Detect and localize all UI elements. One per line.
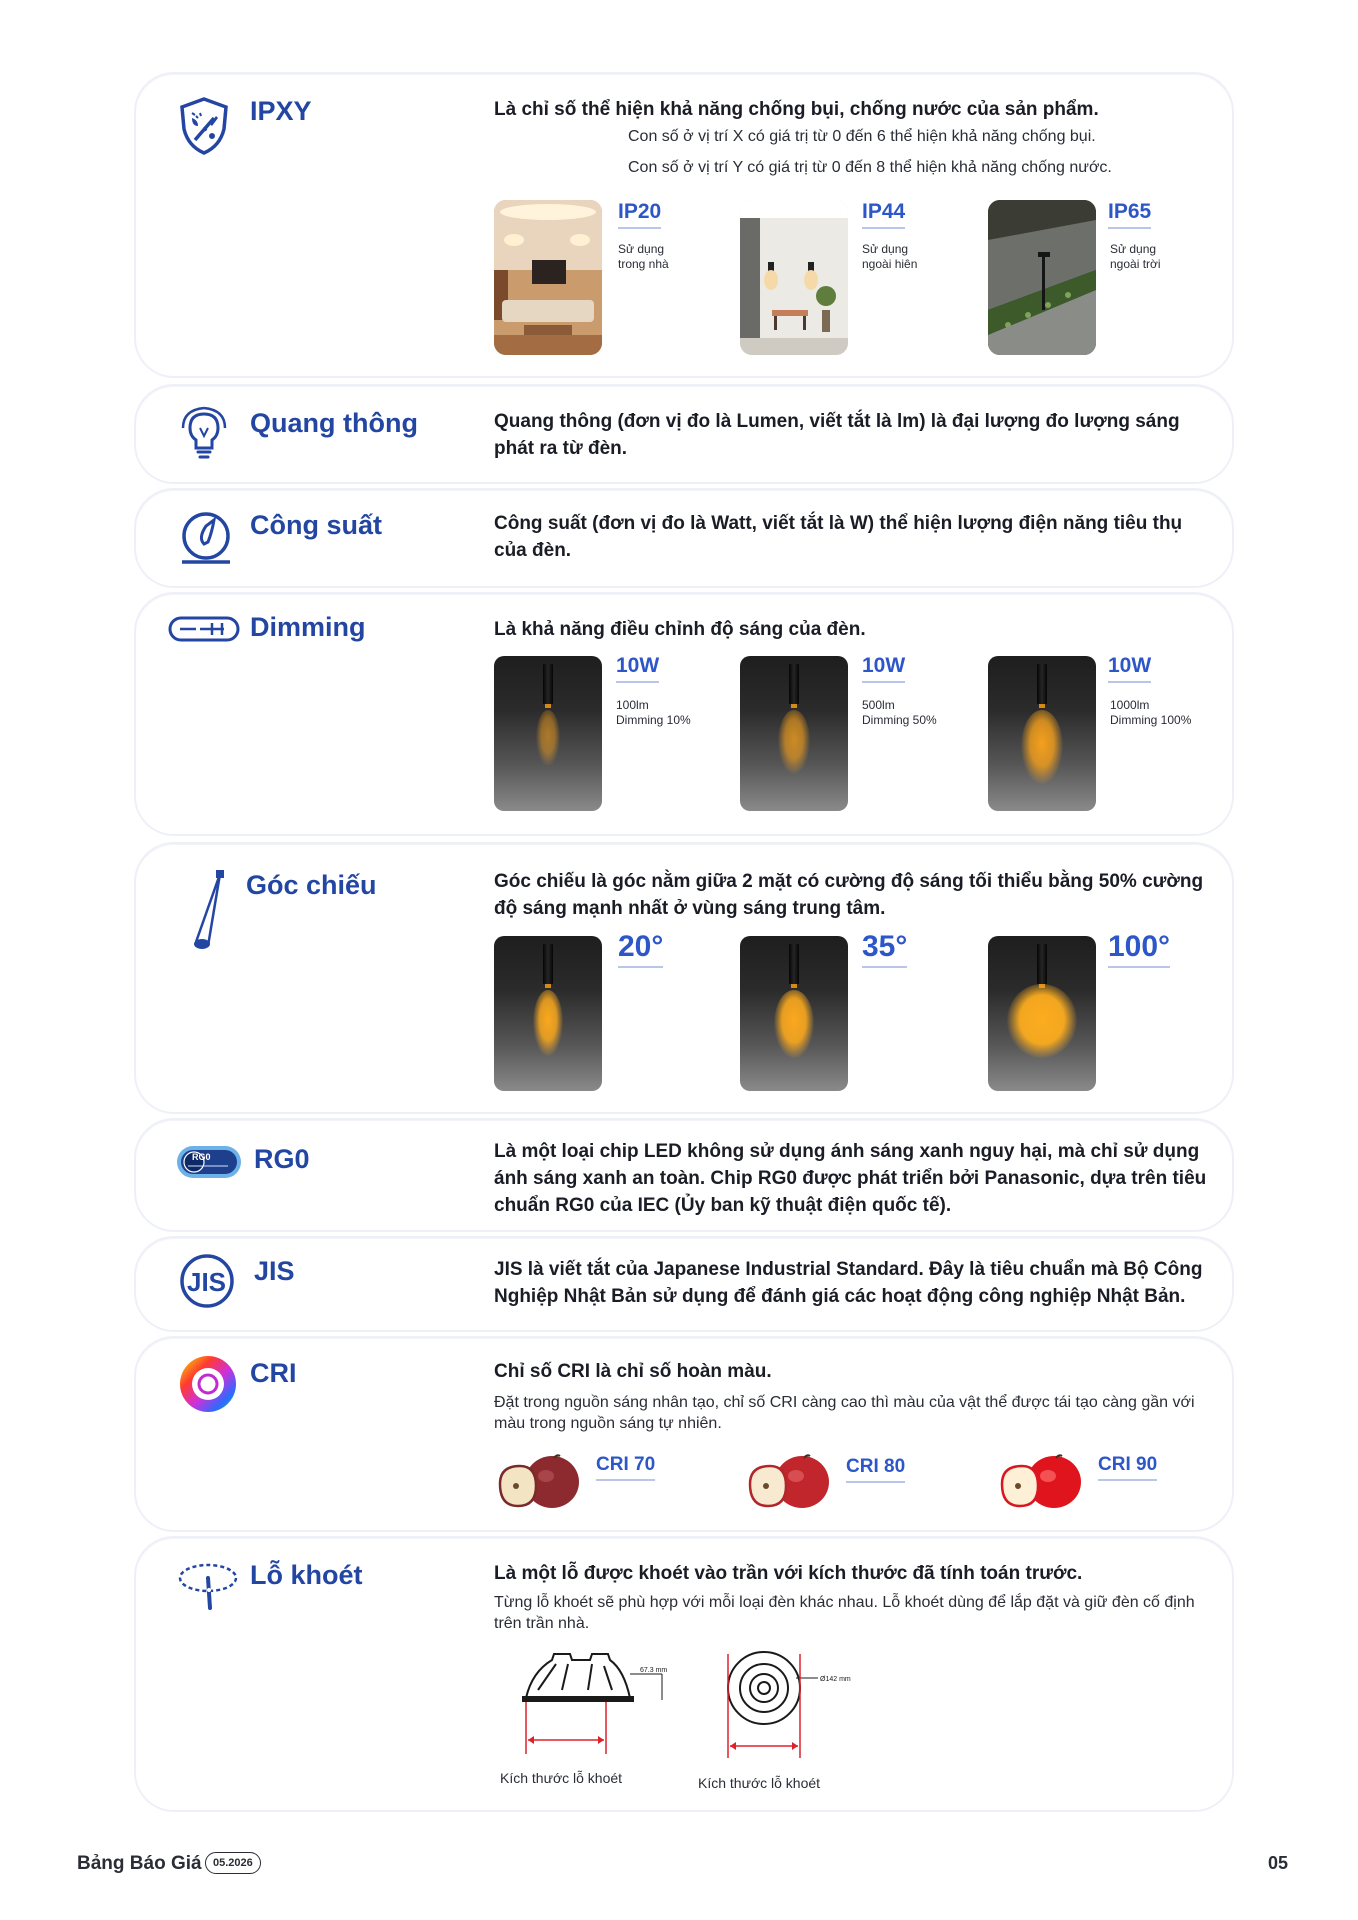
jis-description: JIS là viết tắt của Japanese Industrial Standard. Đây là tiêu chuẩn mà Bộ Công Nghiệp Nhật Bản sử dụng để đánh giá các hoạt động công nghiệp Nhật Bản. [494, 1259, 1203, 1307]
dimming-lumen-10: 100lm [616, 698, 649, 712]
lamp-fixture [543, 944, 553, 984]
lo-khoet-title: Lỗ khoét [250, 1560, 363, 1590]
dimming-lamp-10 [494, 656, 602, 811]
lamp-fixture [543, 664, 553, 704]
ip20-usage [618, 242, 669, 272]
lamp-fixture [789, 664, 799, 704]
power-gauge-icon [178, 508, 234, 566]
apple-cri-70-image [494, 1452, 584, 1512]
dimming-percent-50: Dimming 50% [862, 713, 937, 727]
cutout-caption-side: Kích thước lỗ khoét [500, 1770, 623, 1786]
beam-lamp-100 [988, 936, 1096, 1091]
ip20-usage-line1: Sử dụng [618, 242, 665, 256]
beam-glow-20 [533, 990, 563, 1056]
jis-mark-text: JIS [187, 1267, 227, 1297]
dimming-percent-100: Dimming 100% [1110, 713, 1192, 727]
ip44-usage [862, 242, 917, 272]
cong-suat-description: Công suất (đơn vị đo là Watt, viết tắt là W) thể hiện lượng điện năng tiêu thụ của đèn. [494, 513, 1183, 561]
beam-lamp-35 [740, 936, 848, 1091]
page-number: 05 [1267, 1853, 1288, 1873]
ip44-photo [740, 200, 848, 355]
apple-cri-80-image [744, 1452, 834, 1512]
ipxy-line-y: Con số ở vị trí Y có giá trị từ 0 đến 8 thể hiện khả năng chống nước. [628, 159, 1112, 176]
ip20-photo [494, 200, 602, 355]
jis-title: JIS [254, 1256, 295, 1286]
apple-cri-90-image [996, 1452, 1086, 1512]
cutout-top-dimension: Ø142 mm [820, 1676, 851, 1683]
cri-70-label: CRI 70 [596, 1454, 655, 1481]
beam-angle-35: 35° [862, 930, 907, 968]
beam-angle-icon [180, 870, 228, 950]
dimming-info-50 [862, 698, 937, 728]
ip65-usage-line1: Sử dụng [1110, 242, 1157, 256]
quang-thong-title: Quang thông [250, 408, 418, 438]
ipxy-description: Là chỉ số thể hiện khả năng chống bụi, chống nước của sản phẩm. [494, 99, 1099, 120]
beam-glow-35 [774, 990, 814, 1058]
rg0-title: RG0 [254, 1144, 310, 1174]
jis-mark-icon [178, 1252, 236, 1310]
dimming-lamp-100 [988, 656, 1096, 811]
goc-chieu-title: Góc chiếu [246, 870, 377, 900]
beam-angle-20: 20° [618, 930, 663, 968]
quang-thong-description: Quang thông (đơn vị đo là Lumen, viết tắt là lm) là đại lượng đo lượng sáng phát ra từ đèn. [494, 411, 1180, 459]
cri-title: CRI [250, 1358, 297, 1388]
cong-suat-title: Công suất [250, 510, 382, 540]
dimming-glow-50 [778, 710, 810, 774]
ip65-usage-line2: ngoài trời [1110, 257, 1161, 271]
beam-lamp-20 [494, 936, 602, 1091]
ip44-label: IP44 [862, 200, 905, 229]
light-bulb-icon [178, 406, 230, 464]
footer-date-badge: 05.2026 [205, 1852, 261, 1874]
dimming-lumen-50: 500lm [862, 698, 895, 712]
ip20-usage-line2: trong nhà [618, 257, 669, 271]
ip65-photo [988, 200, 1096, 355]
lamp-fixture [1037, 664, 1047, 704]
cutout-top-diagram [716, 1650, 866, 1760]
rg0-badge-text: RG0 [192, 1152, 211, 1162]
cri-80-label: CRI 80 [846, 1456, 905, 1483]
shield-icon [178, 96, 230, 156]
dimmer-slider-icon [168, 614, 240, 644]
lo-khoet-description: Là một lỗ được khoét vào trần với kích thước đã tính toán trước. [494, 1563, 1083, 1584]
color-wheel-icon [178, 1354, 238, 1414]
beam-angle-100: 100° [1108, 930, 1170, 968]
dimming-info-10 [616, 698, 691, 728]
dimming-info-100 [1110, 698, 1191, 728]
cri-subtext: Đặt trong nguồn sáng nhân tạo, chỉ số CRI càng cao thì màu của vật thể được tái tạo càng gần với màu trong nguồn sáng tự nhiên. [494, 1394, 1195, 1432]
beam-glow-100 [1007, 984, 1077, 1058]
ip65-label: IP65 [1108, 200, 1151, 229]
goc-chieu-description: Góc chiếu là góc nằm giữa 2 mặt có cường độ sáng tối thiểu bằng 50% cường độ sáng mạnh nhất ở vùng sáng trung tâm. [494, 871, 1204, 919]
rg0-badge-icon [176, 1144, 242, 1180]
dimming-watt-50: 10W [862, 654, 905, 683]
dimming-glow-100 [1021, 710, 1063, 784]
dimming-glow-10 [536, 710, 560, 766]
ip44-usage-line1: Sử dụng [862, 242, 909, 256]
ip20-label: IP20 [618, 200, 661, 229]
footer-title: Bảng Báo Giá [77, 1853, 202, 1874]
dimming-title: Dimming [250, 612, 366, 642]
cutout-side-diagram [512, 1650, 682, 1760]
dimming-lamp-50 [740, 656, 848, 811]
cri-90-label: CRI 90 [1098, 1454, 1157, 1481]
dimming-percent-10: Dimming 10% [616, 713, 691, 727]
ip44-usage-line2: ngoài hiên [862, 257, 918, 271]
cutout-side-dimension: 67.3 mm [640, 1667, 668, 1674]
dimming-lumen-100: 1000lm [1110, 698, 1150, 712]
lamp-fixture [789, 944, 799, 984]
dimming-watt-10: 10W [616, 654, 659, 683]
rg0-description: Là một loại chip LED không sử dụng ánh sáng xanh nguy hại, mà chỉ sử dụng ánh sáng xanh an toàn. Chip RG0 được phát triển bởi Panasonic, dựa trên tiêu chuẩn RG0 của IEC (Ủy ban kỹ thuật điện quốc tế). [494, 1141, 1207, 1216]
ipxy-line-x: Con số ở vị trí X có giá trị từ 0 đến 6 thể hiện khả năng chống bụi. [628, 128, 1096, 145]
cutout-caption-top: Kích thước lỗ khoét [698, 1775, 821, 1791]
lamp-fixture [1037, 944, 1047, 984]
dimming-description: Là khả năng điều chỉnh độ sáng của đèn. [494, 619, 866, 640]
dimming-watt-100: 10W [1108, 654, 1151, 683]
ipxy-title: IPXY [250, 96, 312, 126]
cutout-hole-icon [176, 1556, 240, 1614]
lo-khoet-subtext: Từng lỗ khoét sẽ phù hợp với mỗi loại đèn khác nhau. Lỗ khoét dùng để lắp đặt và giữ đèn cố định trên trần nhà. [494, 1594, 1195, 1632]
cri-description: Chỉ số CRI là chỉ số hoàn màu. [494, 1361, 772, 1382]
ip65-usage [1110, 242, 1161, 272]
